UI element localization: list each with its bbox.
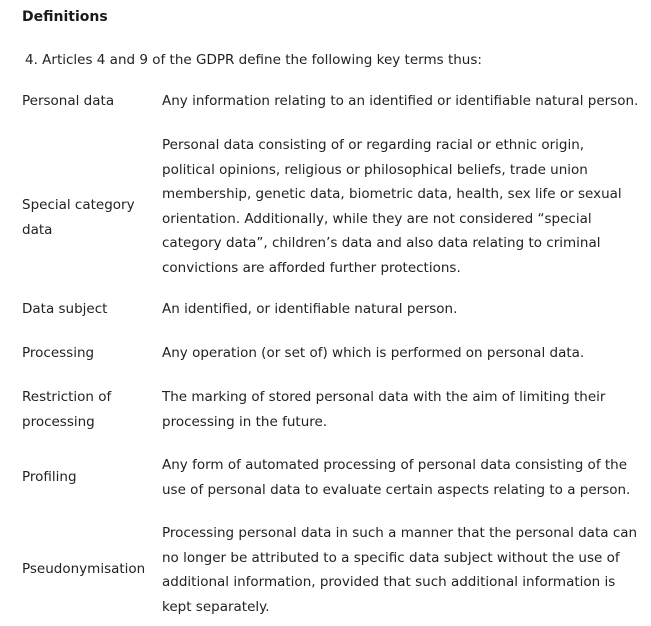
term-processing: Processing [22,345,95,361]
definition-special-category-data: Personal data consisting of or regarding racial or ethnic origin, political opinions, religious or philosophical beliefs, trade union membership, genetic data, biometric data, health, sex life or sexual orientation. Additionally, while they are not considered “special category data”, children’s data and also data relating to criminal convictions are afforded further protections. [162,137,622,276]
term-special-category-data: Special category data [22,197,135,238]
definition-data-subject: An identified, or identifiable natural person. [162,301,458,317]
definition-processing: Any operation (or set of) which is performed on personal data. [162,345,585,361]
term-personal-data: Personal data [22,93,115,109]
term-profiling: Profiling [22,469,77,485]
section-heading: Definitions [22,9,108,25]
definition-profiling: Any form of automated processing of personal data consisting of the use of personal data to evaluate certain aspects relating to a person. [162,457,631,498]
definition-restriction-of-processing: The marking of stored personal data with the aim of limiting their processing in the future. [162,389,606,430]
definition-pseudonymisation: Processing personal data in such a manner that the personal data can no longer be attributed to a specific data subject without the use of additional information, provided that such additional information is kept separately. [162,525,638,615]
definition-personal-data: Any information relating to an identified or identifiable natural person. [162,93,639,109]
term-data-subject: Data subject [22,301,108,317]
intro-paragraph: 4. Articles 4 and 9 of the GDPR define the following key terms thus: [25,52,482,68]
term-restriction-of-processing: Restriction of processing [22,389,112,430]
term-pseudonymisation: Pseudonymisation [22,561,146,577]
